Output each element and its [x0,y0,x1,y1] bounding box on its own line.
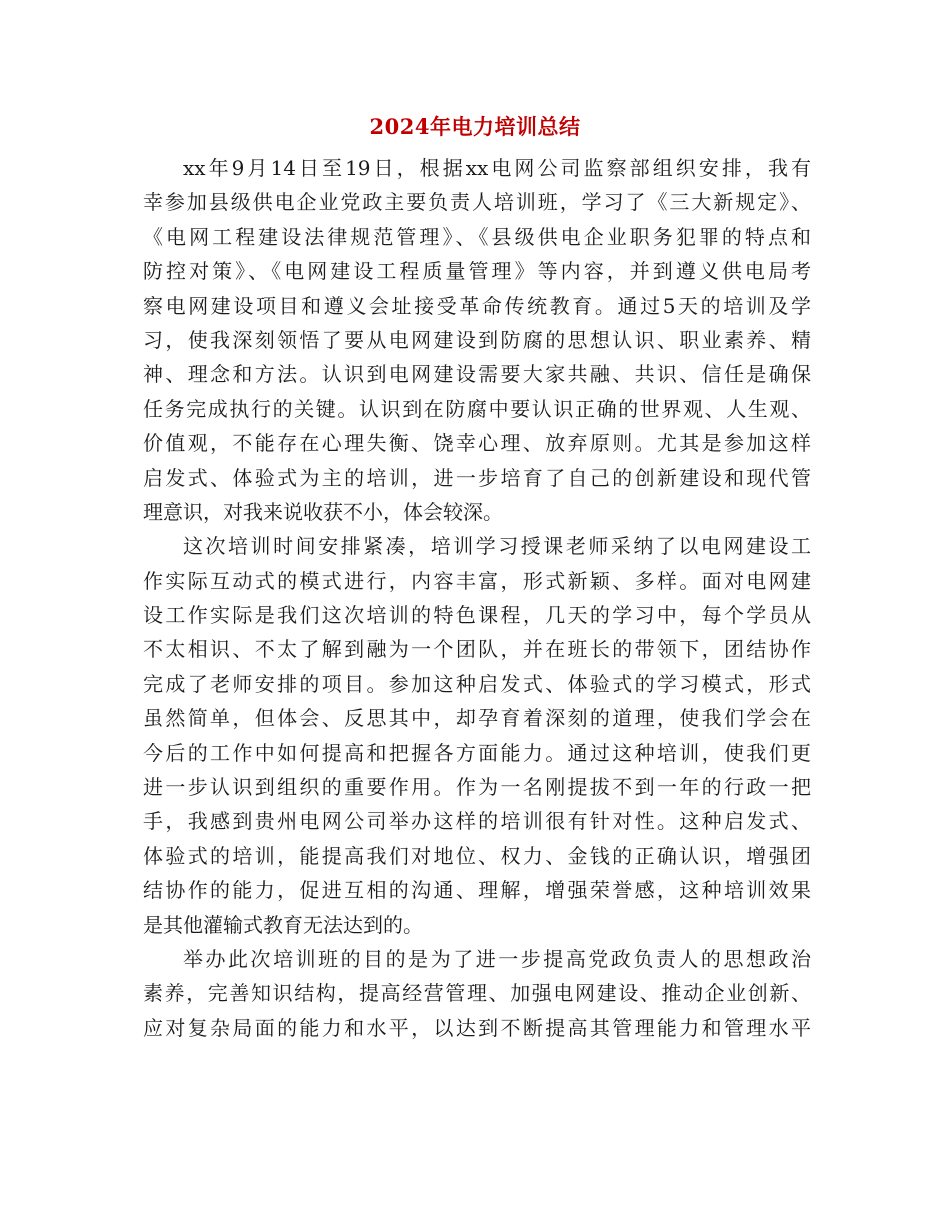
text-line: xx年9月14日至19日，根据xx电网公司监察部组织安排，我有 [183,156,811,180]
text-line: 完成了老师安排的项目。参加这种启发式、体验式的学习模式，形式 [143,671,811,696]
text-line: 价值观，不能存在心理失衡、饶幸心理、放弃原则。尤其是参加这样 [143,431,811,456]
paragraph-1 [143,151,811,529]
text-line: 手，我感到贵州电网公司举办这样的培训很有针对性。这种启发式、 [143,809,811,834]
text-line: 作实际互动式的模式进行，内容丰富，形式新颖、多样。面对电网建 [143,568,811,593]
text-line: 防控对策》、《电网建设工程质量管理》等内容，并到遵义供电局考 [143,259,811,284]
text-line: 体验式的培训，能提高我们对地位、权力、金钱的正确认识，增强团 [143,843,811,868]
paragraph-3 [143,942,811,1045]
document-title: 2024年电力培训总结 [369,114,581,139]
text-line: 虽然简单，但体会、反思其中，却孕育着深刻的道理，使我们学会在 [143,706,811,731]
document-body [143,151,811,1045]
text-line: 今后的工作中如何提高和把握各方面能力。通过这种培训，使我们更 [143,740,811,765]
paragraph-2 [143,529,811,942]
text-line: 应对复杂局面的能力和水平，以达到不断提高其管理能力和管理水平 [143,1015,811,1040]
text-line: 这次培训时间安排紧凑，培训学习授课老师采纳了以电网建设工 [183,534,811,559]
text-line: 是其他灌输式教育无法达到的。 [143,912,423,937]
text-line: 神、理念和方法。认识到电网建设需要大家共融、共识、信任是确保 [143,362,811,387]
text-line: 不太相识、不太了解到融为一个团队，并在班长的带领下，团结协作 [143,637,811,662]
text-line: 理意识，对我来说收获不小，体会较深。 [143,499,503,524]
text-line: 结协作的能力，促进互相的沟通、理解，增强荣誉感，这种培训效果 [143,878,811,903]
text-line: 任务完成执行的关键。认识到在防腐中要认识正确的世界观、人生观、 [143,396,811,421]
text-line: 素养，完善知识结构，提高经营管理、加强电网建设、推动企业创新、 [143,981,811,1006]
text-line: 习，使我深刻领悟了要从电网建设到防腐的思想认识、职业素养、精 [143,327,811,352]
text-line: 举办此次培训班的目的是为了进一步提高党政负责人的思想政治 [183,946,811,971]
text-line: 《电网工程建设法律规范管理》、《县级供电企业职务犯罪的特点和 [143,224,811,249]
text-line: 设工作实际是我们这次培训的特色课程，几天的学习中，每个学员从 [143,603,811,628]
text-line: 启发式、体验式为主的培训，进一步培育了自己的创新建设和现代管 [143,465,811,490]
text-line: 进一步认识到组织的重要作用。作为一名刚提拔不到一年的行政一把 [143,775,811,800]
text-line: 察电网建设项目和遵义会址接受革命传统教育。通过5天的培训及学 [143,293,811,318]
text-line: 幸参加县级供电企业党政主要负责人培训班，学习了《三大新规定》、 [143,190,811,215]
